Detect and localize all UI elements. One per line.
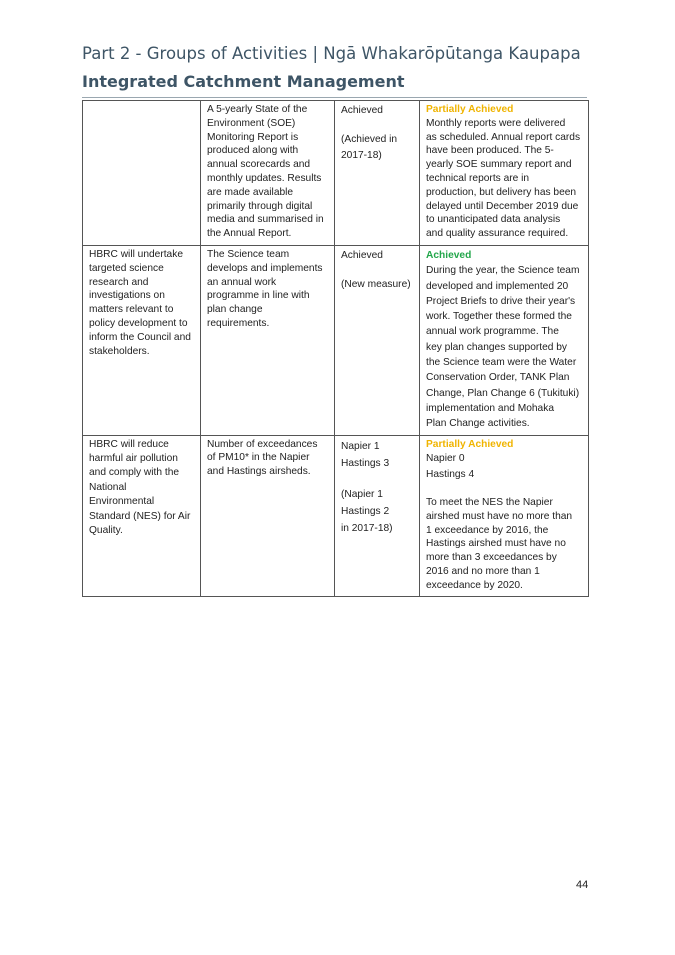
measure-line: the Annual Report. — [207, 228, 292, 240]
service-line: Standard (NES) for Air — [89, 510, 191, 522]
measure-line: produced along with — [207, 145, 299, 157]
service-line: matters relevant to — [89, 304, 174, 316]
measure-line: Number of exceedances — [207, 438, 318, 450]
status-badge: Partially Achieved — [426, 438, 514, 450]
measure-line: monthly updates. Results — [207, 172, 322, 184]
result-line: as scheduled. Annual report cards — [426, 131, 581, 143]
target-line: (Napier 1 — [341, 488, 383, 500]
measure-cell — [201, 101, 335, 246]
performance-measures-table — [82, 100, 589, 597]
service-line: stakeholders. — [89, 345, 150, 357]
measure-line: requirements. — [207, 317, 270, 329]
result-line: exceedance by 2020. — [426, 579, 523, 591]
service-line: investigations on — [89, 290, 165, 302]
result-line: the Science team were the Water — [426, 357, 577, 369]
measure-cell — [201, 435, 335, 596]
result-line: Hastings airshed must have no — [426, 538, 566, 550]
result-line: Napier 0 — [426, 453, 465, 465]
result-line: delayed until December 2019 due — [426, 200, 579, 212]
title-divider — [82, 97, 587, 98]
part-title: Part 2 - Groups of Activities | Ngā Whakarōpūtanga Kaupapa — [82, 44, 581, 63]
measure-cell — [201, 246, 335, 436]
result-line: Plan Change activities. — [426, 418, 530, 430]
section-title: Integrated Catchment Management — [82, 72, 405, 91]
measure-line: programme in line with — [207, 290, 310, 302]
result-line: work. Together these formed the — [426, 311, 572, 323]
result-line: Project Briefs to drive their year's — [426, 295, 576, 307]
table-row — [83, 435, 589, 596]
result-line: annual work programme. The — [426, 326, 559, 338]
measure-line: primarily through digital — [207, 200, 313, 212]
target-line: in 2017-18) — [341, 522, 393, 534]
result-line: to unanticipated data analysis — [426, 214, 561, 226]
service-line: Quality. — [89, 525, 123, 536]
level-of-service-cell — [83, 246, 201, 436]
target-line: Napier 1 — [341, 440, 380, 452]
service-line: and comply with the — [89, 467, 180, 479]
target-line: (Achieved in — [341, 134, 398, 146]
service-line: harmful air pollution — [89, 452, 178, 464]
result-line: 2016 and no more than 1 — [426, 565, 540, 577]
service-line: Environmental — [89, 496, 155, 508]
result-line: 1 exceedance by 2016, the — [426, 524, 549, 536]
result-line: yearly SOE summary report and — [426, 159, 572, 171]
status-badge: Partially Achieved — [426, 104, 514, 115]
measure-line: of PM10* in the Napier — [207, 452, 310, 464]
result-line: Conservation Order, TANK Plan — [426, 372, 570, 384]
result-line: technical reports are in — [426, 172, 530, 184]
measure-line: Environment (SOE) — [207, 117, 296, 129]
level-of-service-cell — [83, 101, 201, 246]
result-line: key plan changes supported by — [426, 341, 568, 353]
result-line: airshed must have no more than — [426, 510, 573, 522]
measure-line: are made available — [207, 186, 294, 198]
result-line: and quality assurance required. — [426, 228, 569, 240]
measure-line: media and summarised in — [207, 214, 324, 226]
measure-line: Monitoring Report is — [207, 131, 299, 143]
target-line: 2017-18) — [341, 149, 382, 161]
result-line: Change, Plan Change 6 (Tukituki) — [426, 387, 580, 399]
measure-line: annual scorecards and — [207, 159, 311, 171]
result-cell — [420, 246, 589, 436]
service-line: research and — [89, 276, 149, 288]
target-line: Achieved — [341, 105, 383, 116]
service-line: HBRC will undertake — [89, 249, 183, 260]
service-line: National — [89, 481, 127, 493]
service-line: policy development to — [89, 317, 188, 329]
result-cell — [420, 435, 589, 596]
result-line: production, but delivery has been — [426, 186, 577, 198]
measure-line: and Hastings airsheds. — [207, 466, 311, 478]
table-row — [83, 246, 589, 436]
result-line: developed and implemented 20 — [426, 280, 569, 292]
page-number: 44 — [576, 879, 589, 891]
measure-line: The Science team — [207, 249, 290, 260]
measure-line: plan change — [207, 304, 263, 316]
result-line: have been produced. The 5- — [426, 145, 554, 157]
result-line: During the year, the Science team — [426, 265, 580, 277]
table-row — [83, 101, 589, 246]
target-cell — [335, 246, 420, 436]
target-line: (New measure) — [341, 279, 411, 291]
result-line: Hastings 4 — [426, 468, 475, 480]
measure-line: A 5-yearly State of the — [207, 104, 308, 115]
measure-line: develops and implements — [207, 262, 323, 274]
level-of-service-cell — [83, 435, 201, 596]
target-line: Achieved — [341, 250, 383, 261]
service-line: targeted science — [89, 262, 164, 274]
target-line: Hastings 3 — [341, 457, 390, 469]
measure-line: an annual work — [207, 276, 277, 288]
result-cell — [420, 101, 589, 246]
result-line: To meet the NES the Napier — [426, 496, 553, 508]
result-line: implementation and Mohaka — [426, 402, 554, 414]
target-line: Hastings 2 — [341, 505, 390, 517]
target-cell — [335, 435, 420, 596]
target-cell — [335, 101, 420, 246]
result-line: Monthly reports were delivered — [426, 117, 566, 129]
service-line: inform the Council and — [89, 331, 191, 343]
status-badge: Achieved — [426, 250, 472, 261]
service-line: HBRC will reduce — [89, 438, 169, 450]
result-line: more than 3 exceedances by — [426, 552, 557, 564]
